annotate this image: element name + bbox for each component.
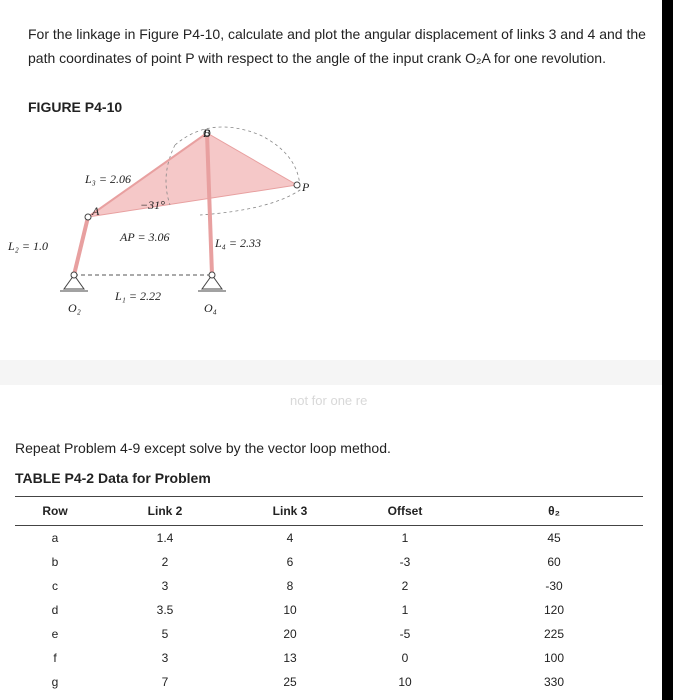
cell: c (52, 579, 58, 593)
figure-label: FIGURE P4-10 (28, 99, 123, 115)
header-offset: Offset (345, 497, 465, 526)
problem-statement: For the linkage in Figure P4-10, calculate and plot the angular displacement of links 3 and 4 and the path coordinates of point P with respect to the angle of the input crank O₂A for one revolution. (28, 26, 646, 66)
cell: 225 (543, 627, 565, 641)
cell: -5 (399, 627, 411, 641)
table-row (15, 598, 643, 622)
o4-label: O₄ (204, 301, 217, 315)
cell: 2 (401, 579, 409, 593)
cell: 6 (286, 555, 294, 569)
cell: 20 (283, 627, 297, 641)
cell: 1.4 (156, 531, 174, 545)
angle-label: −31° (140, 198, 165, 212)
table-title: TABLE P4-2 Data for Problem (15, 470, 211, 486)
p-label: P (302, 180, 310, 194)
point-p (294, 182, 300, 188)
header-link3: Link 3 (235, 497, 345, 526)
table-row (15, 574, 643, 598)
cell: -30 (545, 579, 563, 593)
cell: 60 (547, 555, 561, 569)
joint-o2 (71, 272, 77, 278)
cell: 13 (283, 651, 297, 665)
table-row (15, 526, 643, 551)
cell: 45 (547, 531, 561, 545)
table-header-row (15, 497, 643, 526)
table-row (15, 646, 643, 670)
cell: 10 (283, 603, 297, 617)
cell: 5 (161, 627, 169, 641)
l4-label: L₄ = 2.33 (215, 236, 261, 250)
cell: 2 (161, 555, 169, 569)
cell: d (51, 603, 59, 617)
joint-a (85, 214, 91, 220)
b-label: B (203, 126, 211, 140)
cell: 330 (543, 675, 565, 689)
repeat-problem-text: Repeat Problem 4-9 except solve by the vector loop method. (15, 440, 391, 456)
cell: 3 (161, 579, 169, 593)
divider-band (0, 360, 662, 385)
cell: 8 (286, 579, 294, 593)
cell: 7 (161, 675, 169, 689)
cell: 10 (398, 675, 412, 689)
cell: e (51, 627, 59, 641)
header-theta2: θ₂ (465, 497, 643, 526)
l2-label: L₂ = 1.0 (8, 239, 48, 253)
a-label: A (92, 204, 100, 218)
table-row (15, 622, 643, 646)
joint-o4 (209, 272, 215, 278)
o2-label: O₂ (68, 301, 81, 315)
crank-link (74, 217, 88, 275)
header-link2: Link 2 (95, 497, 235, 526)
cell: b (51, 555, 59, 569)
header-row: Row (15, 497, 95, 526)
cell: 4 (286, 531, 294, 545)
cell: -3 (399, 555, 411, 569)
cell: f (53, 651, 57, 665)
ap-label: AP = 3.06 (120, 230, 170, 244)
cell: a (51, 531, 59, 545)
faint-text: not for one re (290, 393, 368, 408)
cell: 3 (161, 651, 169, 665)
linkage-figure (0, 115, 330, 325)
cell: 1 (401, 531, 409, 545)
cell: 25 (283, 675, 297, 689)
cell: 100 (543, 651, 565, 665)
cell: 1 (401, 603, 409, 617)
cell: 3.5 (156, 603, 174, 617)
table-row (15, 670, 643, 694)
cell: g (51, 675, 59, 689)
data-table (15, 496, 643, 694)
l3-label: L₃ = 2.06 (85, 172, 131, 186)
table-row (15, 550, 643, 574)
cell: 120 (543, 603, 565, 617)
l1-label: L₁ = 2.22 (115, 289, 161, 303)
cell: 0 (401, 651, 409, 665)
